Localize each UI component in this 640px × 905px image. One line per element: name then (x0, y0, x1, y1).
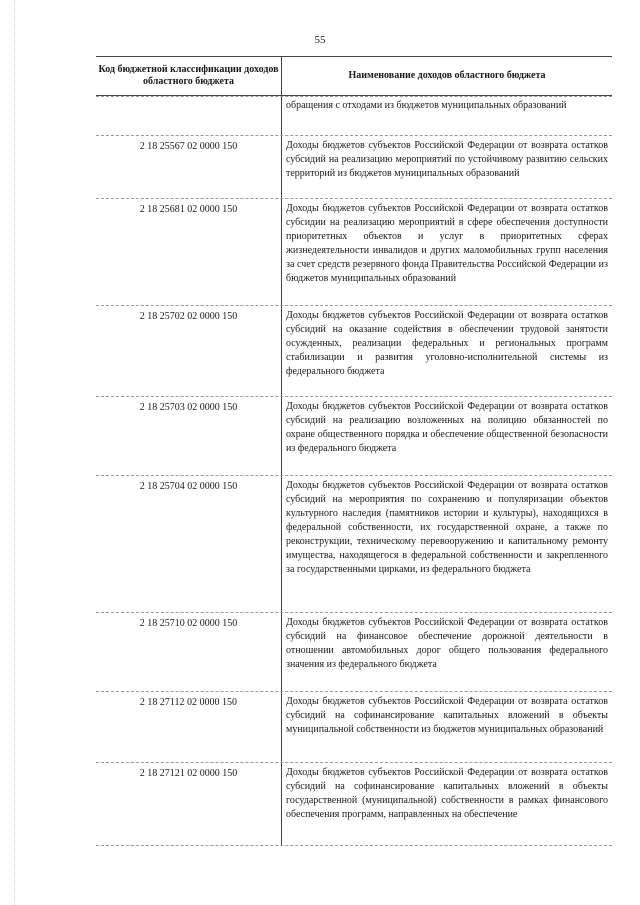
row-code: 2 18 25703 02 0000 150 (96, 397, 282, 475)
row-code: 2 18 25710 02 0000 150 (96, 613, 282, 691)
table-row (96, 305, 612, 396)
row-code: 2 18 25681 02 0000 150 (96, 199, 282, 305)
row-name: Доходы бюджетов субъектов Российской Федерации от возврата остатков субсидий на оказание содействия в обеспечении трудовой занятости осужденных, реализации федеральных и региональных программ стабилизации и развития уголовно-исполнительной системы из федерального бюджета (286, 310, 608, 377)
table-row (96, 691, 612, 762)
scan-margin-line (14, 0, 15, 905)
row-name: Доходы бюджетов субъектов Российской Федерации от возврата остатков субсидий на софинансирование капитальных вложений в объекты муниципальной собственности из бюджетов муниципальных образований (286, 696, 608, 735)
table-row (96, 475, 612, 612)
row-name: Доходы бюджетов субъектов Российской Федерации от возврата остатков субсидий на финансовое обеспечение дорожной деятельности в отношении автомобильных дорог общего пользования федерального значения из федерального бюджета (286, 617, 608, 670)
row-code: 2 18 25704 02 0000 150 (96, 476, 282, 612)
table-header (96, 57, 612, 96)
row-name: Доходы бюджетов субъектов Российской Федерации от возврата остатков субсидии на реализацию мероприятий в сфере обеспечения доступности приоритетных объектов и услуг в приоритетных сферах жизнедеятельности инвалидов и других маломобильных групп населения за счет средств резервного фонда Правительства Российской Федерации из бюджетов муниципальных образований (286, 203, 608, 284)
row-name: Доходы бюджетов субъектов Российской Федерации от возврата остатков субсидий на мероприятия по сохранению и популяризации объектов культурного наследия (памятников истории и культуры), находящихся в федеральной собственности, их государственной охране, а также по реконструкции, техническому перевооружению и капитальному ремонту имущества, находящегося в федеральной собственности и закрепленного за государственными цирками, из федерального бюджета (286, 480, 608, 575)
table-row (96, 198, 612, 305)
row-code: 2 18 27112 02 0000 150 (96, 692, 282, 762)
table-row (96, 612, 612, 691)
page-number: 55 (314, 34, 326, 46)
table-row (96, 135, 612, 198)
row-name: обращения с отходами из бюджетов муниципальных образований (286, 100, 567, 111)
row-code (96, 97, 282, 135)
row-code: 2 18 25567 02 0000 150 (96, 136, 282, 198)
table-row (96, 762, 612, 845)
row-name: Доходы бюджетов субъектов Российской Федерации от возврата остатков субсидий на софинансирование капитальных вложений в объекты государственной (муниципальной) собственности в рамках финансового обеспечения программ, направленных на обеспечение (286, 767, 608, 820)
row-code: 2 18 25702 02 0000 150 (96, 306, 282, 396)
row-name: Доходы бюджетов субъектов Российской Федерации от возврата остатков субсидий на реализацию мероприятий по устойчивому развитию сельских территорий из бюджетов муниципальных образований (286, 140, 608, 179)
revenue-classification-table (96, 56, 612, 846)
header-code-column: Код бюджетной классификации доходов областного бюджета (96, 57, 282, 95)
table-row (96, 396, 612, 475)
table-row (96, 96, 612, 135)
header-name-column: Наименование доходов областного бюджета (348, 70, 546, 81)
row-name: Доходы бюджетов субъектов Российской Федерации от возврата остатков субсидий на реализацию возложенных на полицию обязанностей по охране общественного порядка и обеспечение общественной безопасности из федерального бюджета (286, 401, 608, 454)
row-code: 2 18 27121 02 0000 150 (96, 763, 282, 845)
